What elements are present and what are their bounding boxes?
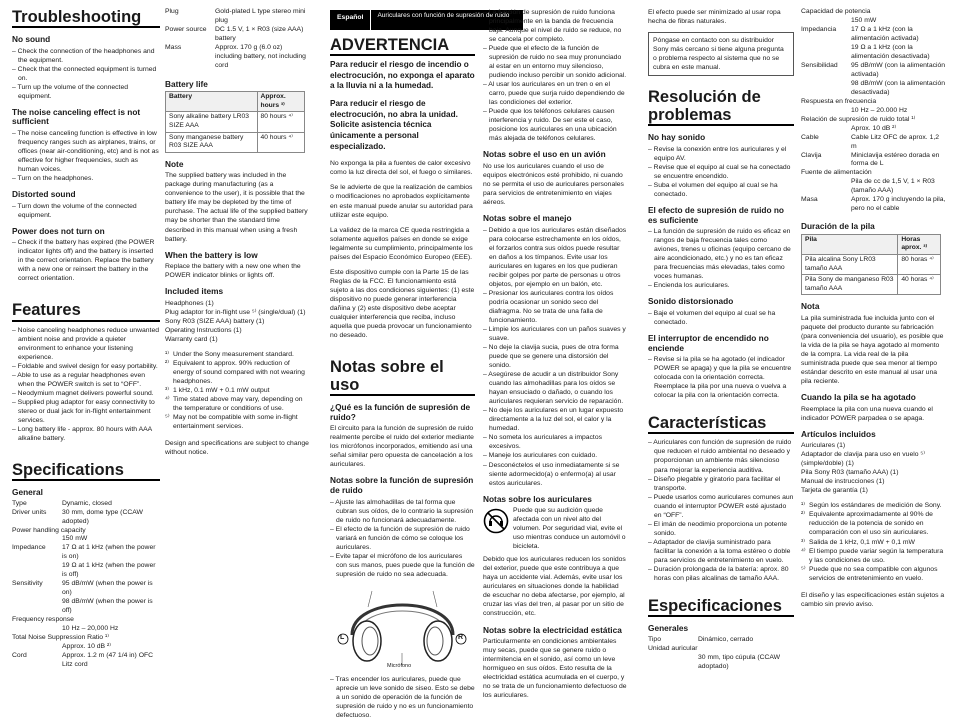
efecto-heading: El efecto de supresión de ruido no es suficiente	[648, 205, 784, 225]
table-row	[801, 8, 946, 17]
list-item: – Presionar los auriculares contra los oídos podría ocasionar un sonido seco del diafragma. No se trata de una falla de funcionamiento.	[483, 289, 628, 325]
list-item: – La función de supresión de ruido es eficaz en rangos de baja frecuencia tales como aviones, trenes u oficinas (equipo cercano de aire acondicionado, etc.) y no es tan eficaz para frecuencias más elevadas, tales como voces humanas.	[648, 227, 794, 281]
spec-value: Aprox. 10 dB ²⁾	[851, 124, 897, 132]
caracteristicas-title: Características	[648, 414, 767, 433]
table-row	[165, 26, 310, 44]
list-item: – Able to use as a regular headphones even when the POWER switch is set to “OFF”.	[12, 371, 160, 389]
spec-key: Type	[12, 499, 27, 507]
spec-key	[12, 598, 62, 616]
duracion-table	[801, 234, 941, 295]
specs-title: Specifications	[12, 460, 124, 479]
footnote-marker: ⁴⁾	[165, 396, 170, 403]
table-row	[801, 80, 946, 98]
especificaciones-table	[648, 636, 794, 672]
spec-value: Dinámico, cerrado	[698, 635, 754, 643]
generales-heading: Generales	[648, 623, 689, 634]
spec-key: Capacidad de potencia	[801, 8, 871, 15]
table-cell: 80 horas ⁴⁾	[898, 254, 941, 274]
spec-key: Frequency response	[12, 616, 74, 624]
spec-value: Gold-plated L type stereo mini plug	[215, 8, 306, 24]
advertencia-p3: No exponga la pila a fuentes de calor excesivo como la luz directa del sol, el fuego o similares.	[330, 160, 473, 177]
microphone-label: Micrófono	[387, 662, 412, 669]
spec-value: Cable Litz OFC de aprox. 1,2 m	[851, 133, 940, 150]
spec-key: Impedance	[12, 544, 46, 552]
list-item: – The noise canceling function is effective in low frequency ranges such as airplanes, trains, or offices (near air-conditioning, etc) and is not as effective for higher frequencies, such as human voices.	[12, 129, 160, 174]
table-row	[801, 178, 946, 196]
spec-key: Fuente de alimentación	[801, 169, 872, 177]
spec-key: Power handling capacity	[12, 526, 86, 534]
spec-key	[801, 44, 851, 62]
right-channel-label: R	[458, 633, 464, 641]
list-item: – El imán de neodimio proporciona un potente sonido.	[648, 520, 794, 538]
table-row	[166, 132, 305, 152]
notas-uso-title: Notas sobre el uso	[330, 357, 444, 395]
table-row	[12, 527, 160, 536]
table-row	[801, 107, 946, 116]
contact-box: Póngase en contacto con su distribuidor Sony más cercano si tiene alguna pregunta o problema respecto al sistema que no se cubra en este manual.	[648, 32, 794, 76]
table-row	[12, 616, 160, 625]
footnote	[165, 350, 310, 359]
list-item: – Turn up the volume of the connected equipment.	[12, 83, 160, 101]
distorsionado-list	[648, 309, 794, 327]
troubleshooting-title: Troubleshooting	[12, 8, 142, 26]
table-cell: Pila alcalina Sony LR03 tamaño AAA	[802, 254, 898, 274]
column-2	[165, 8, 310, 457]
spec-key	[801, 125, 851, 134]
electricidad-text: Particularmente en condiciones ambientales muy secas, puede que se genere ruido o intermitencia en el sonido, así como un leve hormigueo en sus oídos. Esto resulta de la electricidad estática acumulada en el cuerpo, y no se trata de un funcionamiento defectuoso de los auriculares.	[483, 638, 627, 700]
list-item: – Check the connection of the headphones and the equipment.	[12, 47, 160, 65]
column-5	[648, 8, 794, 671]
spec-key: Sensibilidad	[801, 61, 838, 69]
table-row	[12, 544, 160, 562]
list-item: Sony R03 (SIZE AAA) battery (1)	[165, 317, 265, 325]
general-heading: General	[12, 487, 43, 498]
auriculares-heading: Notas sobre los auriculares	[483, 493, 592, 504]
advertencia-p6: Este dispositivo cumple con la Parte 15 de las Reglas de la FCC. El funcionamiento está sujeto a las dos condiciones siguientes: (1) este dispositivo no puede generar interferencia dañina y (2) este dispositivo debe aceptar cualquier interferencia que reciba, incluso aquella que pueda provocar un funcionamiento no deseado.	[330, 268, 475, 339]
spec-value: 30 mm, tipo cúpula (CCAW adoptado)	[698, 653, 781, 670]
spec-value: 95 dB/mW (when the power is on)	[62, 580, 153, 597]
warning-icon-text: Puede que su audición quede afectada con un nivel alto del volumen. Por seguridad vial, evite el uso mientras conduce un automóvil o bicicleta.	[513, 507, 626, 551]
list-item: – Puede que los teléfonos celulares causen interferencia y ruido. De ser este el caso, posicione los auriculares en una ubicación más alejada de teléfonos celulares.	[483, 107, 628, 143]
power-heading: Power does not turn on	[12, 225, 105, 236]
footnote-marker: ³⁾	[165, 386, 169, 394]
table-row	[165, 8, 310, 26]
list-item: – No someta los auriculares a impactos excesivos.	[483, 433, 628, 451]
note-text: The supplied battery was included in the package during manufacturing (as a convenience to the user), it is possible that the battery life may be depleted by the time of purchase. The actual life of the supplied battery may be shorter than the standard time described in this manual when using a fresh battery.	[165, 172, 308, 243]
column-1	[12, 8, 160, 670]
warning-block	[483, 506, 628, 551]
title-rule	[648, 124, 794, 126]
especificaciones-title: Especificaciones	[648, 596, 782, 615]
footnote-marker: ¹⁾	[165, 350, 169, 358]
footnote-text: Equivalente aproximadamente al 90% de reducción de la potencia de sonido en comparación con el uso sin auriculares.	[809, 511, 933, 537]
no-sound-heading: No sound	[12, 34, 51, 45]
list-item: – Adaptador de clavija suministrado para facilitar la conexión a la toma estéreo o doble para servicios de entretenimiento en vuelo.	[648, 538, 794, 565]
title-rule	[330, 394, 475, 396]
spec-key	[801, 107, 851, 116]
auriculares-text: Debido que los auriculares reducen los sonidos del exterior, puede que este contribuya a que haya un accidente vial. Además, evite usar los auriculares en situaciones donde la habilidad de escuchar no deba afectarse, por ejemplo, al cruzar las vías del tren, al pasar por un sitio de construcción, etc.	[483, 556, 626, 618]
footnote-text: Time stated above may vary, depending on the temperature or conditions of use.	[173, 396, 303, 413]
list-item: – Debido a que los auriculares están diseñados para colocarse estrechamente en los oídos, el forzarlos contra sus oídos puede resultar en daños a los tímpanos. Evite usar los auriculares en lugares en los que pudieran recibir golpes por parte de personas u otros objetos, por ejemplo en un balón, etc.	[483, 226, 628, 289]
table-cell: Pila Sony de manganeso R03 tamaño AAA	[802, 275, 898, 295]
footnote-marker: ⁵⁾	[801, 565, 806, 573]
distorted-heading: Distorted sound	[12, 189, 76, 200]
list-item: Plug adaptor for in-flight use ⁵⁾ (single/dual) (1)	[165, 308, 306, 316]
spec-key: Unidad auricular	[648, 644, 698, 652]
spec-key	[12, 643, 62, 652]
battery-low-heading: When the battery is low	[165, 249, 258, 260]
nc-heading: The noise canceling effect is not sufficient	[12, 106, 141, 127]
list-item: – Diseño plegable y giratorio para facilitar el transporte.	[648, 475, 794, 493]
resolucion-title: Resolución de problemas	[648, 88, 761, 125]
spec-value: 10 Hz – 20.000 Hz	[851, 106, 908, 114]
distorted-list	[12, 202, 160, 220]
footnote	[165, 359, 310, 386]
specs-table-cont	[165, 8, 310, 71]
table-row	[648, 645, 794, 654]
footnote	[165, 395, 310, 413]
table-row	[12, 652, 160, 670]
spec-value: Miniclavija estéreo dorada en forma de L	[851, 151, 940, 168]
spec-value: 98 dB/mW (when the power is off)	[62, 598, 153, 615]
headphones-illustration	[330, 583, 475, 671]
table-cell: Sony manganese battery R03 SIZE AAA	[166, 132, 258, 152]
nota-text: La pila suministrada fue incluida junto con el paquete del producto durante su fabricación (para conveniencia del usuario), es posible que la vida de la pila se haya agotado al momento de la compra. La vida real de la pila suministrada puede que sea menor al tiempo estándar descrito en este manual al usar una pila reciente.	[801, 314, 944, 386]
spec-key	[801, 17, 851, 26]
battery-life-heading: Battery life	[165, 78, 208, 89]
manejo-heading: Notas sobre el manejo	[483, 213, 572, 224]
spec-key: Clavija	[801, 151, 822, 159]
spec-key: Mass	[165, 43, 182, 51]
table-row	[801, 17, 946, 26]
articulos-list	[801, 441, 946, 495]
list-item: – Revise que el equipo al cual se ha conectado se encuentre encendido.	[648, 163, 794, 181]
table-row	[801, 26, 946, 44]
left-channel-label: L	[340, 633, 345, 641]
header-cell: Battery	[166, 92, 258, 112]
list-item: – Limpie los auriculares con un paños suaves y suave.	[483, 325, 628, 343]
features-list	[12, 326, 160, 443]
table-row	[801, 125, 946, 134]
no-hay-sonido-list	[648, 145, 794, 199]
list-item: – Suba el volumen del equipo al cual se ha conectado.	[648, 181, 794, 199]
column-3	[330, 36, 475, 720]
table-row	[12, 580, 160, 598]
footnote-text: May not be compatible with some in-flight entertainment services.	[173, 414, 298, 431]
spec-key: Cord	[12, 652, 27, 660]
que-es-text: El circuito para la función de supresión de ruido realmente percibe el ruido del exterior mediante los micrófonos incorporados, emitiendo así una señal similar pero opuesta de cancelación a los auriculares.	[330, 425, 474, 469]
table-row	[12, 509, 160, 527]
table-row	[12, 625, 160, 634]
column-6	[801, 8, 946, 609]
title-rule	[330, 54, 475, 56]
list-item: – Turn on the headphones.	[12, 174, 160, 183]
list-item: – Revise la conexión entre los auriculares y el equipo AV.	[648, 145, 794, 163]
no-sound-list	[12, 47, 160, 101]
footnote	[165, 386, 310, 395]
list-item: – Baje el volumen del equipo al cual se ha conectado.	[648, 309, 794, 327]
spec-value: 10 Hz – 20,000 Hz	[62, 625, 119, 633]
header-cell: Approx. hours ³⁾	[257, 92, 305, 112]
table-row	[801, 169, 946, 178]
spec-key	[12, 625, 62, 634]
footnote-marker: ⁴⁾	[801, 547, 806, 555]
spec-key: Relación de supresión de ruido total ¹⁾	[801, 115, 916, 123]
efecto-list	[648, 227, 794, 290]
title-rule	[12, 479, 160, 481]
list-item: – Evite tapar el micrófono de los auriculares con sus manos, pues puede que la función de supresión de ruido no sea adecuada.	[330, 552, 475, 579]
table-row	[12, 562, 160, 580]
footnote	[801, 501, 946, 510]
spec-key	[12, 535, 62, 544]
duracion-heading: Duración de la pila	[801, 221, 875, 232]
fibras-text: El efecto puede ser minimizado al usar ropa hecha de fibras naturales.	[648, 9, 781, 26]
spec-key: Power source	[165, 25, 207, 33]
spec-value: Dynamic, closed	[62, 499, 112, 507]
interruptor-heading: El interruptor de encendido no enciende	[648, 333, 769, 353]
table-row	[801, 152, 946, 170]
column-4	[483, 8, 628, 700]
footnote-text: Salida de 1 kHz, 0,1 mW + 0,1 mW	[809, 538, 915, 546]
list-item: – Auriculares con función de supresión de ruido que reducen el ruido ambiental no deseado y proporcionan un ambiente más silencioso para mejorar la experiencia auditiva.	[648, 438, 794, 474]
funcion-heading: Notas sobre la función de supresión de ruido	[330, 475, 474, 495]
spec-key: Impedancia	[801, 25, 837, 33]
list-item: – Al usar los auriculares en un tren o en el carro, puede que surja ruido dependiendo de las condiciones del exterior.	[483, 80, 628, 107]
footnote-marker: ³⁾	[801, 538, 805, 546]
articulos-heading: Artículos incluidos	[801, 428, 876, 439]
advertencia-title: ADVERTENCIA	[330, 36, 450, 54]
spec-key: Sensitivity	[12, 580, 43, 588]
list-item: – No deje los auriculares en un lugar expuesto directamente a la luz del sol, el calor y la humedad.	[483, 406, 628, 433]
avion-text: No use los auriculares cuando el uso de equipos electrónicos esté prohibido, ni cuando no se permita el uso de auriculares personales para servicios de entretenimiento en viajes aéreos.	[483, 163, 624, 207]
after-on-list	[330, 675, 475, 720]
table-row	[166, 92, 305, 112]
spec-value: Approx. 1.2 m (47 1/4 in) OFC Litz cord	[62, 652, 154, 669]
list-item: – Asegúrese de acudir a un distribuidor Sony cuando las almohadillas para los oídos se hayan ensuciado o dañado, o cuando los auriculares requieran servicio de reparación.	[483, 370, 628, 406]
caracteristicas-list	[648, 438, 794, 583]
spec-key: Respuesta en frecuencia	[801, 97, 877, 105]
specs-table	[12, 500, 160, 670]
title-rule	[648, 432, 794, 434]
footnote-marker: ⁵⁾	[165, 414, 170, 422]
advertencia-bold-2: Para reducir el riesgo de electrocución, no abra la unidad. Solicite asistencia técnica únicamente a personal especializado.	[330, 99, 458, 151]
list-item: – Desconéctelos el uso inmediatamente si se siente adormecido(a) o enfermo(a) al usar estos auriculares.	[483, 461, 628, 488]
footnote-text: Equivalent to approx. 90% reduction of energy of sound compared with not wearing headphones.	[173, 359, 305, 385]
spec-value: DC 1.5 V, 1 × R03 (size AAA) battery	[215, 25, 304, 42]
table-cell: 80 hours ⁴⁾	[257, 112, 305, 132]
design-note: Design and specifications are subject to change without notice.	[165, 440, 309, 457]
spec-value: Approx. 10 dB ²⁾	[62, 643, 111, 651]
footnote-text: El tiempo puede variar según la temperatura y las condiciones de uso.	[809, 547, 944, 564]
spec-value: 17 Ω a 1 kHz (con la alimentación activada)	[851, 25, 919, 42]
footnotes-es	[801, 501, 946, 582]
title-rule	[12, 320, 160, 322]
list-item: Warranty card (1)	[165, 335, 218, 343]
footnote	[165, 413, 310, 431]
table-row	[801, 196, 946, 214]
spec-value: Aprox. 170 g incluyendo la pila, pero no el cable	[851, 196, 946, 213]
que-es-heading: ¿Qué es la función de supresión de ruido?	[330, 402, 471, 422]
table-cell: 40 hours ⁴⁾	[257, 132, 305, 152]
spec-value: 150 mW	[62, 535, 88, 543]
table-cell: Sony alkaline battery LR03 SIZE AAA	[166, 112, 258, 132]
list-item: – Maneje los auriculares con cuidado.	[483, 451, 628, 460]
spec-value: 17 Ω at 1 kHz (when the power is on)	[62, 544, 156, 561]
list-item: – Puede usarlos como auriculares comunes aun cuando el interruptor POWER esté ajustado en “OFF”.	[648, 493, 794, 520]
list-item: Tarjeta de garantía (1)	[801, 487, 868, 495]
table-row	[801, 62, 946, 80]
table-row	[165, 44, 310, 71]
list-item: – Neodymium magnet delivers powerful sound.	[12, 389, 160, 398]
footnote-text: Según los estándares de medición de Sony.	[809, 502, 942, 510]
footnote	[801, 510, 946, 537]
footnote-text: 1 kHz, 0.1 mW + 0.1 mW output	[173, 386, 270, 394]
list-item: – Supplied plug adaptor for easy connectivity to stereo or dual jack for in-flight entertainment services.	[12, 398, 160, 425]
battery-low-text: Replace the battery with a new one when the POWER indicator blinks or lights off.	[165, 263, 301, 280]
list-item: Operating Instructions (1)	[165, 326, 242, 334]
table-row	[802, 234, 941, 254]
distorsionado-heading: Sonido distorsionado	[648, 296, 734, 307]
list-item: Adaptador de clavija para uso en vuelo ⁵⁾ (simple/doble) (1)	[801, 451, 925, 468]
list-item: – Puede que el efecto de la función de supresión de ruido no sea muy pronunciado al estar en un entorno muy silencioso, pudiendo incluso percibir un sonido adicional.	[483, 44, 628, 80]
nota-heading: Nota	[801, 301, 820, 312]
footnote	[801, 538, 946, 547]
nc-list	[12, 129, 160, 183]
table-row	[648, 636, 794, 645]
footnote-marker: ²⁾	[165, 359, 169, 367]
list-item: – Check that the connected equipment is turned on.	[12, 65, 160, 83]
list-item: – Revise si la pila se ha agotado (el indicador POWER se apaga) y que la pila se encuentre colocada con la orientación correcta. Reemplace la pila por una nueva o vuelva a colocar la pila con la orientación correcta.	[648, 355, 794, 400]
title-rule	[12, 26, 160, 28]
list-item: – La función de supresión de ruido funciona principalmente en la banda de frecuencia baja. Aunque el nivel de ruido se reduce, no se cancela por completo.	[483, 8, 628, 44]
included-items-heading: Included items	[165, 286, 224, 297]
table-row	[12, 500, 160, 509]
spec-key	[648, 654, 698, 672]
spec-value: Pila de cc de 1,5 V, 1 × R03 (tamaño AAA)	[851, 178, 935, 195]
spec-key	[801, 80, 851, 98]
language-label: Español	[337, 14, 364, 21]
advertencia-p5: La validez de la marca CE queda restringida a solamente aquellos países en donde se exige legalmente su cumplimiento, principalmente los países del Espacio Económico Europeo (EEE).	[330, 226, 473, 261]
advertencia-bold-1: Para reducir el riesgo de incendio o electrocución, no exponga el aparato a la lluvia ni a la humedad.	[330, 60, 475, 91]
table-row	[648, 654, 794, 672]
spec-value: 98 dB/mW (con la alimentación desactivada)	[851, 79, 946, 96]
cuando-text: Reemplace la pila con una nueva cuando el indicador POWER parpadea o se apaga.	[801, 405, 933, 422]
manejo-list	[483, 226, 628, 488]
table-row	[801, 116, 946, 125]
supresion-notes-list	[483, 8, 628, 143]
list-item: Headphones (1)	[165, 299, 214, 307]
included-items-list	[165, 299, 310, 344]
list-item: Pila Sony R03 (tamaño AAA) (1)	[801, 469, 899, 477]
footnotes	[165, 350, 310, 431]
spec-value: Approx. 170 g (6.0 oz) including battery, not including cord	[215, 43, 306, 69]
spec-key: Plug	[165, 8, 179, 15]
list-item: Manual de instrucciones (1)	[801, 478, 885, 486]
spec-key: Tipo	[648, 635, 661, 643]
table-row	[801, 98, 946, 107]
features-title: Features	[12, 301, 81, 320]
spec-value: 19 Ω at 1 kHz (when the power is off)	[62, 562, 156, 579]
list-item: – Tras encender los auriculares, puede que aprecie un leve sonido de siseo. Esto se debe a un sonido de operación de la función de supresión de ruido y no es un funcionamiento defectuoso.	[330, 675, 475, 720]
no-hay-sonido-heading: No hay sonido	[648, 132, 706, 143]
header-cell: Pila	[802, 234, 898, 254]
headphones-diagram	[330, 583, 475, 671]
list-item: – Duración prolongada de la batería: aprox. 80 horas con pilas alcalinas de tamaño AAA.	[648, 565, 794, 583]
table-row	[12, 535, 160, 544]
table-row	[801, 44, 946, 62]
list-item: – Check if the battery has expired (the POWER indicator lights off) and the battery is inserted in the correct orientation. Replace the battery with a new one or reinsert the battery in the correct orientation.	[12, 238, 160, 283]
header-cell: Horas aprox. ³⁾	[898, 234, 941, 254]
list-item: – El efecto de la función de supresión de ruido variará en función de cómo se coloque los auriculares.	[330, 525, 475, 552]
note-heading: Note	[165, 158, 184, 169]
diseno-note: El diseño y las especificaciones están sujetos a cambio sin previo aviso.	[801, 591, 945, 608]
footnote-marker: ¹⁾	[801, 502, 805, 510]
list-item: – Ajuste las almohadillas de tal forma que cubran sus oídos, de lo contrario la supresión de ruido no funcionará adecuadamente.	[330, 498, 475, 525]
spec-value: 30 mm, dome type (CCAW adopted)	[62, 508, 143, 525]
list-item: Auriculares (1)	[801, 442, 846, 450]
spec-value: 95 dB/mW (con la alimentación activada)	[851, 61, 946, 78]
especificaciones-table-cont	[801, 8, 946, 214]
footnote-text: Under the Sony measurement standard.	[173, 350, 294, 358]
no-driving-headphones-icon	[483, 508, 509, 534]
language-subtitle: Auriculares con función de supresión de ruido	[370, 10, 523, 30]
list-item: – No deje la clavija sucia, pues de otra forma puede que se genere una distorsión del sonido.	[483, 343, 628, 370]
spec-key	[12, 562, 62, 580]
table-row	[166, 112, 305, 132]
title-rule	[648, 615, 794, 617]
avion-heading: Notas sobre el uso en un avión	[483, 149, 606, 160]
table-row	[12, 634, 160, 643]
electricidad-heading: Notas sobre la electricidad estática	[483, 624, 622, 635]
spec-key: Total Noise Suppression Ratio ¹⁾	[12, 634, 109, 642]
footnote	[801, 547, 946, 565]
list-item: – Turn down the volume of the connected equipment.	[12, 202, 160, 220]
spec-value: 19 Ω a 1 kHz (con la alimentación desactivada)	[851, 43, 930, 60]
list-item: – Noise canceling headphones reduce unwanted ambient noise and provide a quieter environment to enhance your listening experience.	[12, 326, 160, 362]
spec-key: Cable	[801, 133, 819, 141]
advertencia-p4: Se le advierte de que la realización de cambios o modificaciones no aprobados explícitamente en este manual puede anular su autoridad para utilizar este equipo.	[330, 184, 473, 219]
table-row	[801, 134, 946, 152]
footnote-text: Puede que no sea compatible con algunos servicios de entretenimiento en vuelo.	[809, 565, 938, 582]
list-item: – Long battery life - approx. 80 hours with AAA alkaline battery.	[12, 425, 160, 443]
interruptor-list	[648, 355, 794, 400]
footnote	[801, 565, 946, 583]
list-item: – Foldable and swivel design for easy portability.	[12, 362, 160, 371]
cuando-heading: Cuando la pila se ha agotado	[801, 392, 916, 403]
footnote-marker: ²⁾	[801, 511, 805, 519]
spec-key: Masa	[801, 196, 818, 204]
funcion-list	[330, 498, 475, 579]
battery-table	[165, 91, 305, 152]
table-row	[12, 598, 160, 616]
table-row	[12, 643, 160, 652]
power-list	[12, 238, 160, 283]
spec-key: Driver units	[12, 508, 47, 516]
table-row	[802, 254, 941, 274]
list-item: – Encienda los auriculares.	[648, 281, 794, 290]
spec-key	[801, 178, 851, 196]
table-cell: 40 horas ⁴⁾	[898, 275, 941, 295]
table-row	[802, 275, 941, 295]
spec-value: 150 mW	[851, 16, 877, 24]
